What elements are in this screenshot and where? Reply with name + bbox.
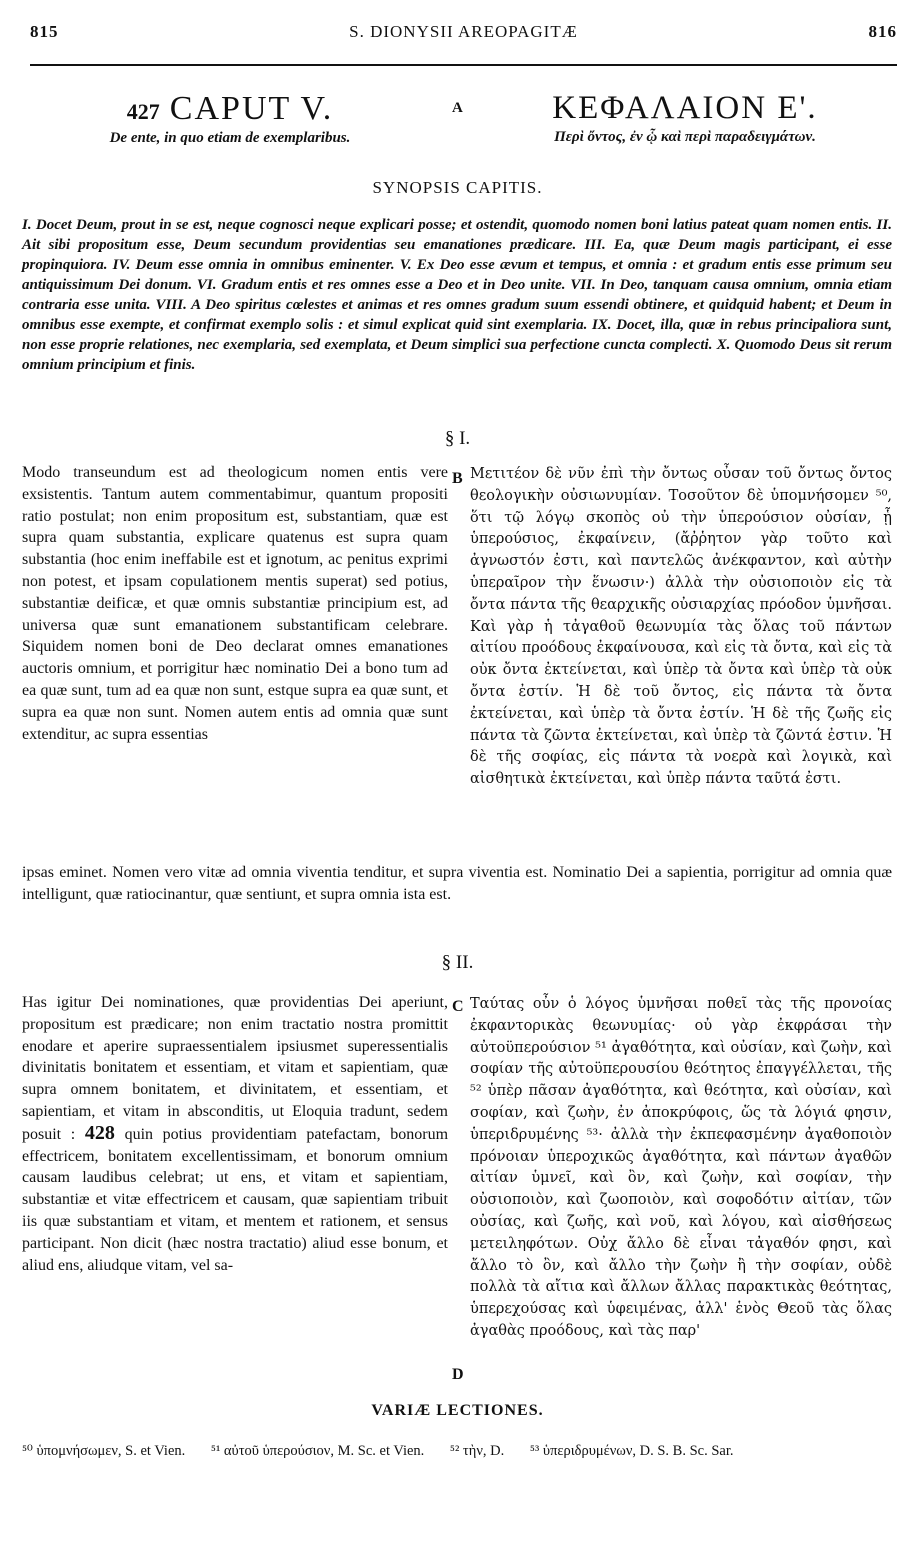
page-number-right: 816 [868, 22, 897, 41]
margin-marker-b: B [452, 470, 463, 487]
header-rule [30, 64, 897, 66]
section-2-title: § II. [441, 952, 474, 973]
latin-chapter-title: CAPUT V. [169, 90, 334, 127]
section-1-latin-column: Modo transeundum est ad theologicum nomen entis vere exsistentis. Tantum autem commentabimur, quantum propositi ratio postulat; non enim propositum est, substantiam, quæ est supra quam substantia, explicare quatenus est supra quam substantia (hoc enim ineffabile est et ignotum, ac penitus exprimi non potest, et ipsam copulationem mentis superat) sed potius, substantiæ deificæ, et quæ omnis substantiæ principium est, ad universa quæ sunt emanationem substantificam celebrare. Siquidem nomen boni de Deo declarat omnes emanationes auctoris omnium, et porrigitur hæc nominatio Dei a bono tum ad ea quæ sunt, tum ad ea quæ non sunt, estque supra ea quæ sunt, et supra ea quæ non sunt. Nomen autem entis ad omnia quæ sunt extenditur, ac supra essentias [22, 464, 448, 743]
greek-chapter-heading [490, 90, 880, 146]
section-1-greek-column: Μετιτέον δὲ νῦν ἐπὶ τὴν ὄντως οὖσαν τοῦ ὄντως ὄντος θεολογικὴν οὐσιωνυμίαν. Τοσοῦτον δὲ ὑπομνήσομεν ⁵⁰, ὅτι τῷ λόγῳ σκοπὸς οὐ τὴν ὑπερούσιον οὐσίαν, ᾗ ὑπερούσιος, ἐκφαίνειν, (ἄῤῥητον γὰρ τοῦτο καὶ ἀγνωστόν ἐστι, καὶ παντελῶς ἀνέκφαντον, καὶ αὐτὴν ὑπεραῖρον τὴν ἕνωσιν·) ἀλλὰ τὴν οὐσιοποιὸν εἰς τὰ ὄντα πάντα τῆς θεαρχικῆς οὐσιαρχίας πρόοδον ὑμνῆσαι. Καὶ γὰρ ἡ τἀγαθοῦ θεωνυμία τὰς ὅλας τοῦ πάντων αἰτίου προόδους ἐκφαίνουσα, καὶ εἰς τὰ ὄντα, καὶ εἰς τὰ οὐκ ὄντα ἐκτείνεται, καὶ ὑπὲρ τὰ ὄντα καὶ ὑπὲρ τὰ οὐκ ὄντα ἐστίν. Ἡ δὲ τοῦ ὄντος, εἰς πάντα τὰ ὄντα ἐκτείνεται, καὶ ὑπὲρ τὰ ὄντα ἐστίν. Ἡ δὲ τῆς ζωῆς εἰς πάντα τὰ ζῶντα ἐκτείνεται, καὶ ὑπὲρ τὰ ζῶντά ἐστιν. Ἡ δὲ τῆς σοφίας, εἰς πάντα τὰ νοερὰ καὶ λογικὰ, καὶ αἰσθητικὰ ἐκτείνεται, καὶ ὑπὲρ πάντα ταῦτά ἐστι. [470, 466, 892, 788]
section-2-greek-column: Ταύτας οὖν ὁ λόγος ὑμνῆσαι ποθεῖ τὰς τῆς προνοίας ἐκφαντορικὰς θεωνυμίας· οὐ γὰρ ἐκφράσαι τὴν αὐτοϋπερούσιον ⁵¹ ἀγαθότητα, καὶ οὐσίαν, καὶ ζωὴν, καὶ σοφίαν τῆς αὐτοϋπερουσίου θεότητος ἐπαγγέλλεται, τῆς ⁵² ὑπὲρ πᾶσαν ἀγαθότητα, καὶ θεότητα, καὶ οὐσίαν, καὶ σοφίαν, καὶ ζωὴν, ἐν ἀποκρύφοις, ὥς τὰ λόγιά φησιν, ὑπεριδρυμένης ⁵³· ἀλλὰ τὴν ἐκπεφασμένην ἀγαθοποιὸν πρόνοιαν ὑπεροχικῶς ἀγαθότητα, καὶ πάντων ἀγαθῶν αἰτίαν ὑμνεῖ, καὶ ὂν, καὶ ζωὴν, καὶ σοφίαν, τὴν οὐσιοποιὸν, καὶ ζωοποιὸν, καὶ σοφοδότιν αἰτίαν, τῶν οὐσίας, καὶ ζωῆς, καὶ νοῦ, καὶ λόγου, καὶ αἰσθήσεως μετειληφότων. Οὐχ ἄλλο δὲ εἶναι τἀγαθόν φησι, καὶ ἄλλο τὸ ὂν, καὶ ἄλλο τὴν ζωὴν ἢ τὴν σοφίαν, οὐδὲ πολλὰ τὰ αἴτια καὶ ἄλλων ἄλλας παρακτικὰς θεότητας, ὑπερεχούσας καὶ ὑφειμένας, ἀλλ' ἑνὸς Θεοῦ τὰς ὅλας ἀγαθὰς προόδους, καὶ τὰς παρ' [470, 996, 892, 1339]
folio-number: 427 [126, 99, 160, 124]
section-1-title: § I. [444, 428, 471, 449]
variant-note: ⁵⁰ ὑπομνήσωμεν, S. et Vien. [22, 1443, 186, 1459]
variae-lectiones-title: VARIÆ LECTIONES. [371, 1402, 544, 1419]
margin-marker-d: D [452, 1366, 464, 1383]
folio-marker-428: 428 [84, 1121, 115, 1144]
section-2-latin-text-a: Has igitur Dei nominationes, quæ providentias Dei aperiunt, propositum est prædicare; non enim tractatio nostra promittit enodare et aperire supraessentialem ipsiusmet superessentialis divinitatis bonitatem et essentiam, et vitam et sapientiam, quæ supra omnem bonitatem, et divinitatem, et essentiam, et sapientiam, et vitam in absconditis, ut Eloquia tradunt, sedem posuit : [22, 994, 448, 1143]
latin-chapter-heading [60, 90, 400, 147]
section-2-latin-column [22, 992, 448, 1276]
page-number-left: 815 [30, 22, 59, 41]
section-1-latin-continuation: ipsas eminet. Nomen vero vitæ ad omnia viventia tenditur, et supra viventia est. Nominatio Dei a sapientia, porrigitur ad omnia quæ intelligunt, quæ ratiocinantur, quæ sentiunt, et supra omnia ista est. [22, 864, 892, 903]
variant-note: ⁵¹ αὐτοῦ ὑπερούσιον, M. Sc. et Vien. [210, 1443, 425, 1459]
variae-lectiones-notes [22, 1440, 892, 1462]
variant-note: ⁵³ ὑπεριδρυμένων, D. S. B. Sc. Sar. [529, 1443, 734, 1459]
running-title: S. DIONYSII AREOPAGITÆ [349, 22, 578, 41]
synopsis-title: SYNOPSIS CAPITIS. [372, 178, 543, 197]
greek-chapter-title: ΚΕΦΑΛΑΙΟΝ Ε'. [552, 90, 818, 126]
running-head [30, 22, 897, 46]
margin-marker-a: A [452, 100, 463, 116]
section-2-latin-text-b: quin potius providentiam patefactam, bonorum effectricem, bonitatem excellentissimam, et bonorum omnium causam laudibus celebrat; ut ens, et vitam et sapientiam, substantiæ et vitæ effectricem et causam, quæ sapientiam tribuit iis quæ substantiam et vitam, et mentem et rationem, et sensus participant. Non dicit (hæc nostra tractatio) aliud esse bonum, et aliud ens, aliudque vitam, vel sa- [22, 1125, 449, 1274]
latin-chapter-subtitle: De ente, in quo etiam de exemplaribus. [109, 130, 351, 146]
greek-chapter-subtitle: Περὶ ὄντος, ἐν ᾧ καὶ περὶ παραδειγμάτων. [554, 129, 816, 145]
margin-marker-c: C [452, 998, 464, 1015]
synopsis-text: I. Docet Deum, prout in se est, neque cognosci neque explicari posse; et ostendit, quomodo nomen boni latius pateat quam nomen entis. II. Ait sibi propositum esse, Deum secundum providentias seu emanationes prædicare. III. Ea, quæ Deum magis participant, ei esse propinquiora. IV. Deum esse omnia in omnibus eminenter. V. Ex Deo esse ævum et tempus, et omnia : et gradum entis esse primum seu antiquissimum Dei donum. VI. Gradum entis et res omnes esse a Deo et in Deo unite. VII. In Deo, tanquam causa omnium, omnia etiam contraria esse unita. VIII. A Deo spiritus cœlestes et animas et res omnes gradum suum essendi obtinere, et quidquid habent; et Deum in omnibus esse exempte, et confirmat exemplo solis : et simul explicat quid sint exemplaria. IX. Docet, illa, quæ in rebus principaliora sunt, non esse proprie relationes, nec exemplaria, sed exemplata, et Deum simplici sua perfectione cuncta complecti. X. Quomodo Deus sit rerum omnium principium et finis. [22, 217, 892, 373]
variant-note: ⁵² τὴν, D. [449, 1443, 505, 1459]
